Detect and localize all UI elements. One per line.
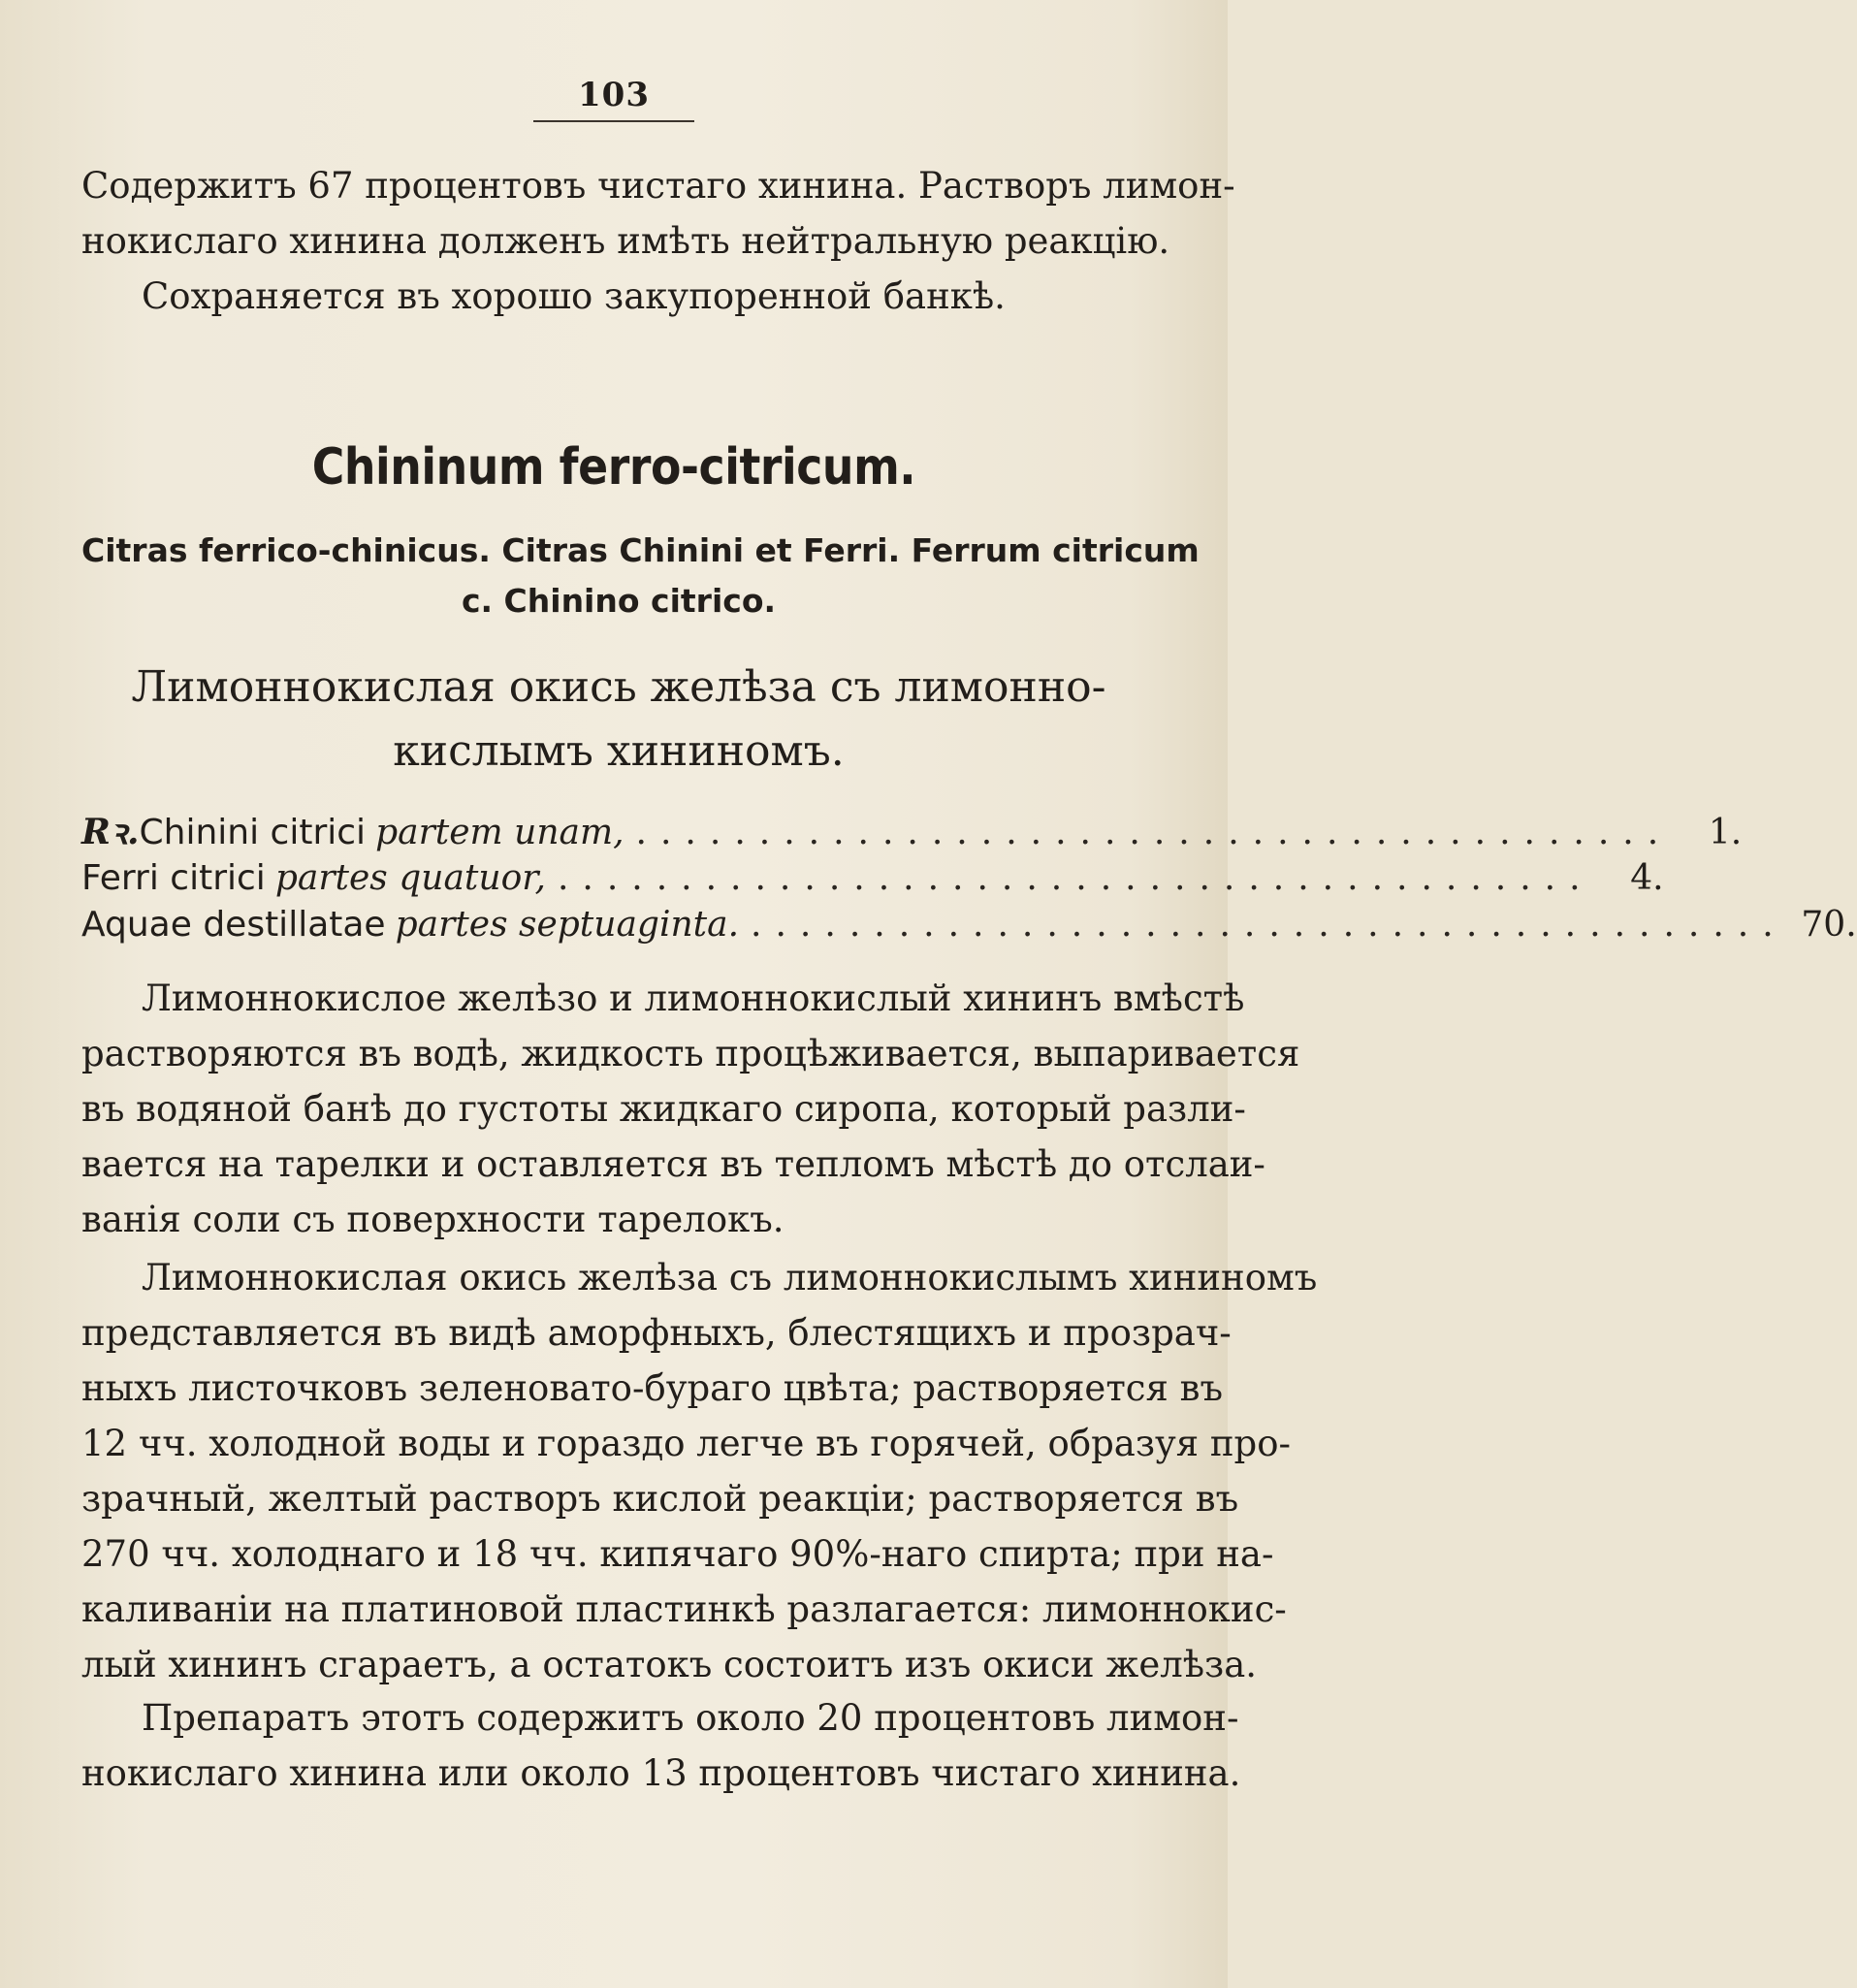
recipe bbox=[81, 809, 1857, 948]
ingredient-quantity: partes septuaginta. bbox=[395, 905, 740, 945]
text-line: 12 чч. холодной воды и гораздо легче въ горячей, образуя про- bbox=[81, 1423, 1292, 1464]
text-line: въ водяной банѣ до густоты жидкаго сиропа, который разли- bbox=[81, 1088, 1246, 1130]
text-line: каливаніи на платиновой пластинкѣ разлагается: лимоннокис- bbox=[81, 1588, 1287, 1630]
ingredient-amount: 70. bbox=[1801, 905, 1857, 945]
page-number: 103 bbox=[578, 76, 650, 114]
text-line: вается на тарелки и оставляется въ тепломъ мѣстѣ до отслаи- bbox=[81, 1143, 1265, 1185]
page-number-rule bbox=[533, 120, 694, 122]
text-line: Лимоннокислая окись желѣза съ лимоннокислымъ хининомъ bbox=[142, 1257, 1318, 1299]
ingredient-amount: 4. bbox=[1630, 858, 1664, 898]
ingredient-amount: 1. bbox=[1708, 813, 1743, 852]
subtitle-line: Лимоннокислая окись желѣза съ лимонно- bbox=[131, 662, 1106, 712]
leader-dots: .......................................... bbox=[557, 858, 1594, 898]
description-paragraph bbox=[81, 1250, 1318, 1692]
preparation-paragraph bbox=[81, 971, 1300, 1247]
ingredient-name: Chinini citrici bbox=[139, 813, 367, 852]
text-line: зрачный, желтый растворъ кислой реакціи; растворяется въ bbox=[81, 1478, 1239, 1520]
leader-dots: .......................................... bbox=[635, 813, 1673, 852]
ingredient-name: Aquae destillatae bbox=[81, 905, 386, 945]
ingredient-quantity: partes quatuor, bbox=[274, 858, 546, 898]
text-line: Сохраняется въ хорошо закупоренной банкѣ. bbox=[142, 275, 1006, 317]
section-title: Chininum ferro-citricum. bbox=[311, 438, 916, 497]
latin-synonyms bbox=[81, 526, 1200, 626]
subtitle-line: кислымъ хининомъ. bbox=[393, 726, 845, 776]
text-line: 270 чч. холоднаго и 18 чч. кипячаго 90%-наго спирта; при на- bbox=[81, 1533, 1274, 1575]
text-line: ныхъ листочковъ зеленовато-бураго цвѣта; растворяется въ bbox=[81, 1367, 1223, 1409]
synonym-line: c. Chinino citrico. bbox=[461, 582, 777, 620]
ingredient-name: Ferri citrici bbox=[81, 858, 266, 898]
recipe-row bbox=[81, 902, 1857, 948]
text-line: представляется въ видѣ аморфныхъ, блестящихъ и прозрач- bbox=[81, 1312, 1232, 1354]
leader-dots: .......................................... bbox=[751, 905, 1787, 945]
text-line: Препаратъ этотъ содержитъ около 20 процентовъ лимон- bbox=[142, 1697, 1239, 1739]
text-line: нокислаго хинина или около 13 процентовъ чистаго хинина. bbox=[81, 1752, 1241, 1794]
content-paragraph bbox=[81, 1690, 1241, 1801]
text-line: Содержитъ 67 процентовъ чистаго хинина. Растворъ лимон- bbox=[81, 165, 1235, 207]
text-line: ванія соли съ поверхности тарелокъ. bbox=[81, 1199, 784, 1240]
recipe-symbol: Rꝛ. bbox=[81, 812, 140, 852]
text-line: Лимоннокислое желѣзо и лимоннокислый хининъ вмѣстѣ bbox=[142, 978, 1245, 1019]
text-line: растворяются въ водѣ, жидкость процѣживается, выпаривается bbox=[81, 1033, 1300, 1074]
recipe-row bbox=[81, 809, 1743, 855]
text-line: лый хининъ сгараетъ, а остатокъ состоитъ изъ окиси желѣза. bbox=[81, 1644, 1258, 1685]
russian-title bbox=[81, 656, 1156, 784]
text-line: нокислаго хинина долженъ имѣть нейтральную реакцію. bbox=[81, 220, 1170, 262]
recipe-row bbox=[81, 855, 1664, 902]
synonym-line: Citras ferrico-chinicus. Citras Chinini et Ferri. Ferrum citricum bbox=[81, 531, 1200, 569]
intro-paragraph bbox=[81, 158, 1235, 324]
ingredient-quantity: partem unam, bbox=[375, 813, 624, 852]
